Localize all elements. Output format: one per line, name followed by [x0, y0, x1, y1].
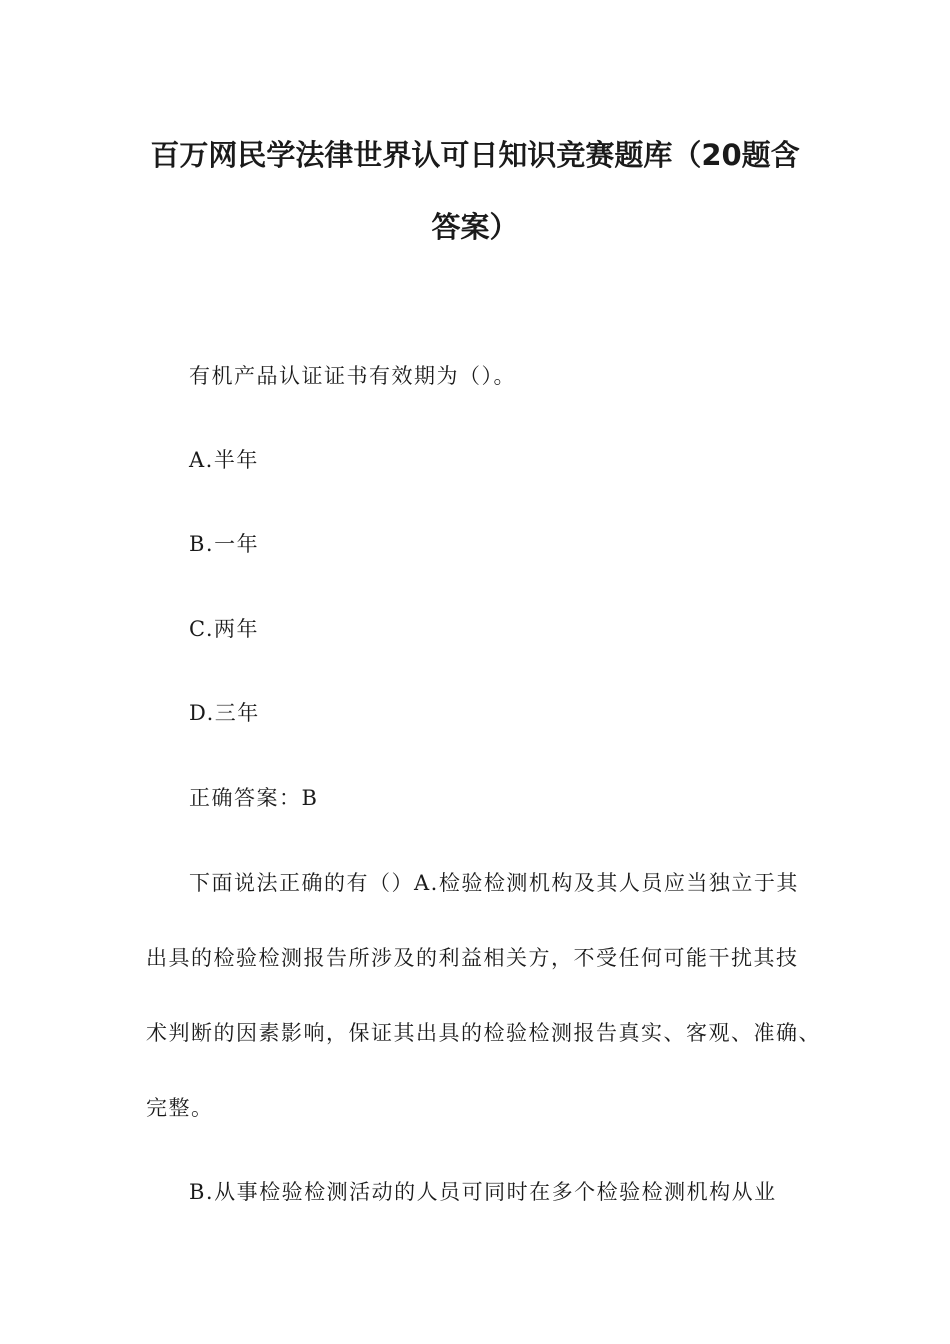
question-1-option-c: C.两年: [189, 617, 259, 641]
question-1-option-d: D.三年: [189, 701, 260, 725]
question-2-line-4: 完整。: [146, 1096, 214, 1120]
document-title-line-1: 百万网民学法律世界认可日知识竞赛题库（20题含: [150, 138, 800, 172]
question-1-option-a: A.半年: [189, 448, 259, 472]
question-2-line-3: 术判断的因素影响，保证其出具的检验检测报告真实、客观、准确、: [146, 1021, 821, 1045]
question-2-line-2: 出具的检验检测报告所涉及的利益相关方，不受任何可能干扰其技: [146, 946, 799, 970]
document-title-line-2: 答案）: [431, 210, 519, 244]
question-2-option-b: B.从事检验检测活动的人员可同时在多个检验检测机构从业: [189, 1180, 777, 1204]
question-1-answer: 正确答案：B: [189, 786, 319, 810]
question-1-stem: 有机产品认证证书有效期为（）。: [189, 364, 516, 388]
question-2-line-1: 下面说法正确的有（）A.检验检测机构及其人员应当独立于其: [189, 871, 799, 895]
question-1-option-b: B.一年: [189, 532, 260, 556]
